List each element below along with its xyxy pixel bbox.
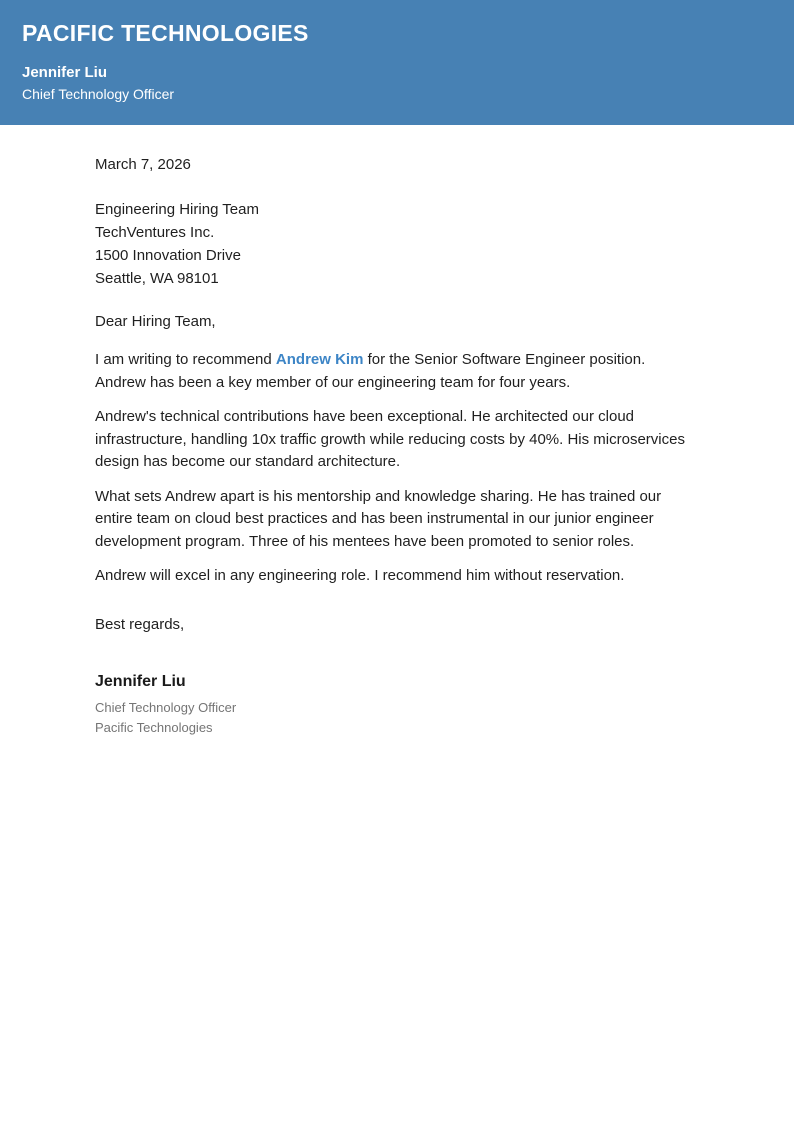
recipient-line-company: TechVentures Inc.	[95, 223, 215, 241]
recipient-line-team: Engineering Hiring Team	[95, 200, 259, 218]
letter-body	[0, 125, 794, 738]
candidate-name-link[interactable]: Andrew Kim	[275, 351, 364, 368]
paragraph-recommendation: Andrew will excel in any engineering role. I recommend him without reservation.	[95, 567, 625, 584]
signature-block	[95, 670, 699, 738]
letter-date: March 7, 2026	[95, 156, 191, 173]
recipient-line-city: Seattle, WA 98101	[95, 270, 219, 288]
signature-title: Chief Technology Officer	[95, 700, 237, 715]
paragraph-intro-after-link: for the Senior Software Engineer position. Andrew has been a key member of our engineering team for four years.	[95, 351, 646, 391]
closing-phrase: Best regards,	[95, 615, 185, 633]
paragraph-intro-before-link: I am writing to recommend	[95, 351, 276, 368]
paragraph-mentorship: What sets Andrew apart is his mentorship and knowledge sharing. He has trained our entire team on cloud best practices and has been instrumental in our junior engineer development program. Three of his mentees have been promoted to senior roles.	[95, 487, 662, 550]
signature-name: Jennifer Liu	[95, 673, 186, 690]
letterhead-sender-title: Chief Technology Officer	[22, 86, 175, 103]
recipient-line-street: 1500 Innovation Drive	[95, 247, 241, 264]
letterhead-sender-name: Jennifer Liu	[22, 64, 108, 82]
recipient-address-block	[95, 198, 699, 291]
salutation: Dear Hiring Team,	[95, 312, 216, 330]
company-name: PACIFIC TECHNOLOGIES	[22, 20, 309, 46]
paragraph-intro	[95, 349, 699, 394]
letterhead	[0, 0, 794, 125]
paragraph-technical: Andrew's technical contributions have been exceptional. He architected our cloud infrastructure, handling 10x traffic growth while reducing costs by 40%. His microservices design has become our standard architecture.	[95, 408, 685, 470]
signature-company: Pacific Technologies	[95, 720, 213, 736]
